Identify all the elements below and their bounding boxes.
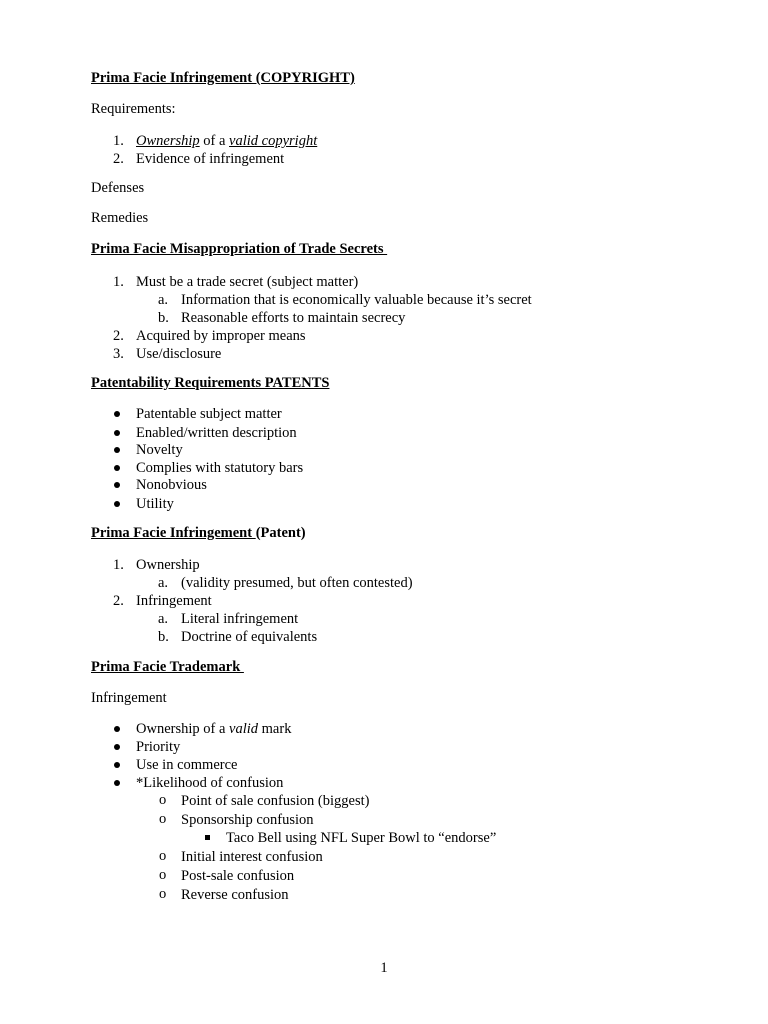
list-letter: b.: [158, 310, 169, 326]
list-item: Doctrine of equivalents: [181, 629, 318, 645]
patentability-heading: Patentability Requirements PATENTS: [91, 375, 330, 391]
list-item: Ownership: [136, 557, 200, 573]
circle-bullet-icon: o: [159, 792, 167, 808]
bullet-icon: [114, 411, 120, 417]
list-item: Patentable subject matter: [136, 406, 282, 422]
defenses-label: Defenses: [91, 180, 145, 196]
list-item: Literal infringement: [181, 611, 299, 627]
list-number: 2.: [113, 593, 124, 609]
bullet-icon: [114, 780, 120, 786]
bullet-icon: [114, 762, 120, 768]
list-item: Enabled/written description: [136, 425, 297, 441]
list-item: Priority: [136, 739, 181, 755]
list-letter: b.: [158, 629, 169, 645]
list-item: Use in commerce: [136, 757, 238, 773]
list-letter: a.: [158, 611, 169, 627]
list-item: Nonobvious: [136, 477, 207, 493]
list-item: Novelty: [136, 442, 183, 458]
list-item: Complies with statutory bars: [136, 460, 304, 476]
trademark-heading: Prima Facie Trademark: [91, 659, 244, 675]
page-number: 1: [380, 960, 388, 976]
list-number: 2.: [113, 328, 124, 344]
list-item: Acquired by improper means: [136, 328, 306, 344]
bullet-icon: [114, 482, 120, 488]
bullet-icon: [114, 726, 120, 732]
list-letter: a.: [158, 575, 169, 591]
patent-infringement-heading: Prima Facie Infringement (Patent): [91, 525, 306, 541]
remedies-label: Remedies: [91, 210, 149, 226]
list-item: Reasonable efforts to maintain secrecy: [181, 310, 406, 326]
list-letter: a.: [158, 292, 169, 308]
list-item: Reverse confusion: [181, 887, 289, 903]
list-item: Ownership of a valid mark: [136, 721, 292, 737]
circle-bullet-icon: o: [159, 848, 167, 864]
list-item: Information that is economically valuable because it’s secret: [181, 292, 532, 308]
list-item: Taco Bell using NFL Super Bowl to “endorse”: [226, 830, 497, 846]
list-item: *Likelihood of confusion: [136, 775, 284, 791]
requirements-label: Requirements:: [91, 101, 176, 117]
bullet-icon: [114, 465, 120, 471]
list-number: 3.: [113, 346, 124, 362]
bullet-icon: [114, 430, 120, 436]
list-number: 1.: [113, 274, 124, 290]
infringement-label: Infringement: [91, 690, 167, 706]
bullet-icon: [114, 744, 120, 750]
list-item: Ownership of a valid copyright: [136, 133, 318, 149]
list-item: Must be a trade secret (subject matter): [136, 274, 359, 290]
list-item: Evidence of infringement: [136, 151, 285, 167]
list-item: Use/disclosure: [136, 346, 222, 362]
bullet-icon: [114, 501, 120, 507]
list-number: 2.: [113, 151, 124, 167]
list-item: Post-sale confusion: [181, 868, 295, 884]
circle-bullet-icon: o: [159, 867, 167, 883]
trade-secrets-heading: Prima Facie Misappropriation of Trade Secrets: [91, 241, 388, 257]
circle-bullet-icon: o: [159, 886, 167, 902]
list-item: (validity presumed, but often contested): [181, 575, 413, 591]
list-item: Infringement: [136, 593, 212, 609]
circle-bullet-icon: o: [159, 811, 167, 827]
bullet-icon: [114, 447, 120, 453]
list-number: 1.: [113, 133, 124, 149]
list-item: Initial interest confusion: [181, 849, 323, 865]
list-item: Utility: [136, 496, 174, 512]
square-bullet-icon: [205, 835, 210, 840]
list-item: Sponsorship confusion: [181, 812, 314, 828]
list-number: 1.: [113, 557, 124, 573]
copyright-heading: Prima Facie Infringement (COPYRIGHT): [91, 70, 355, 86]
list-item: Point of sale confusion (biggest): [181, 793, 370, 809]
